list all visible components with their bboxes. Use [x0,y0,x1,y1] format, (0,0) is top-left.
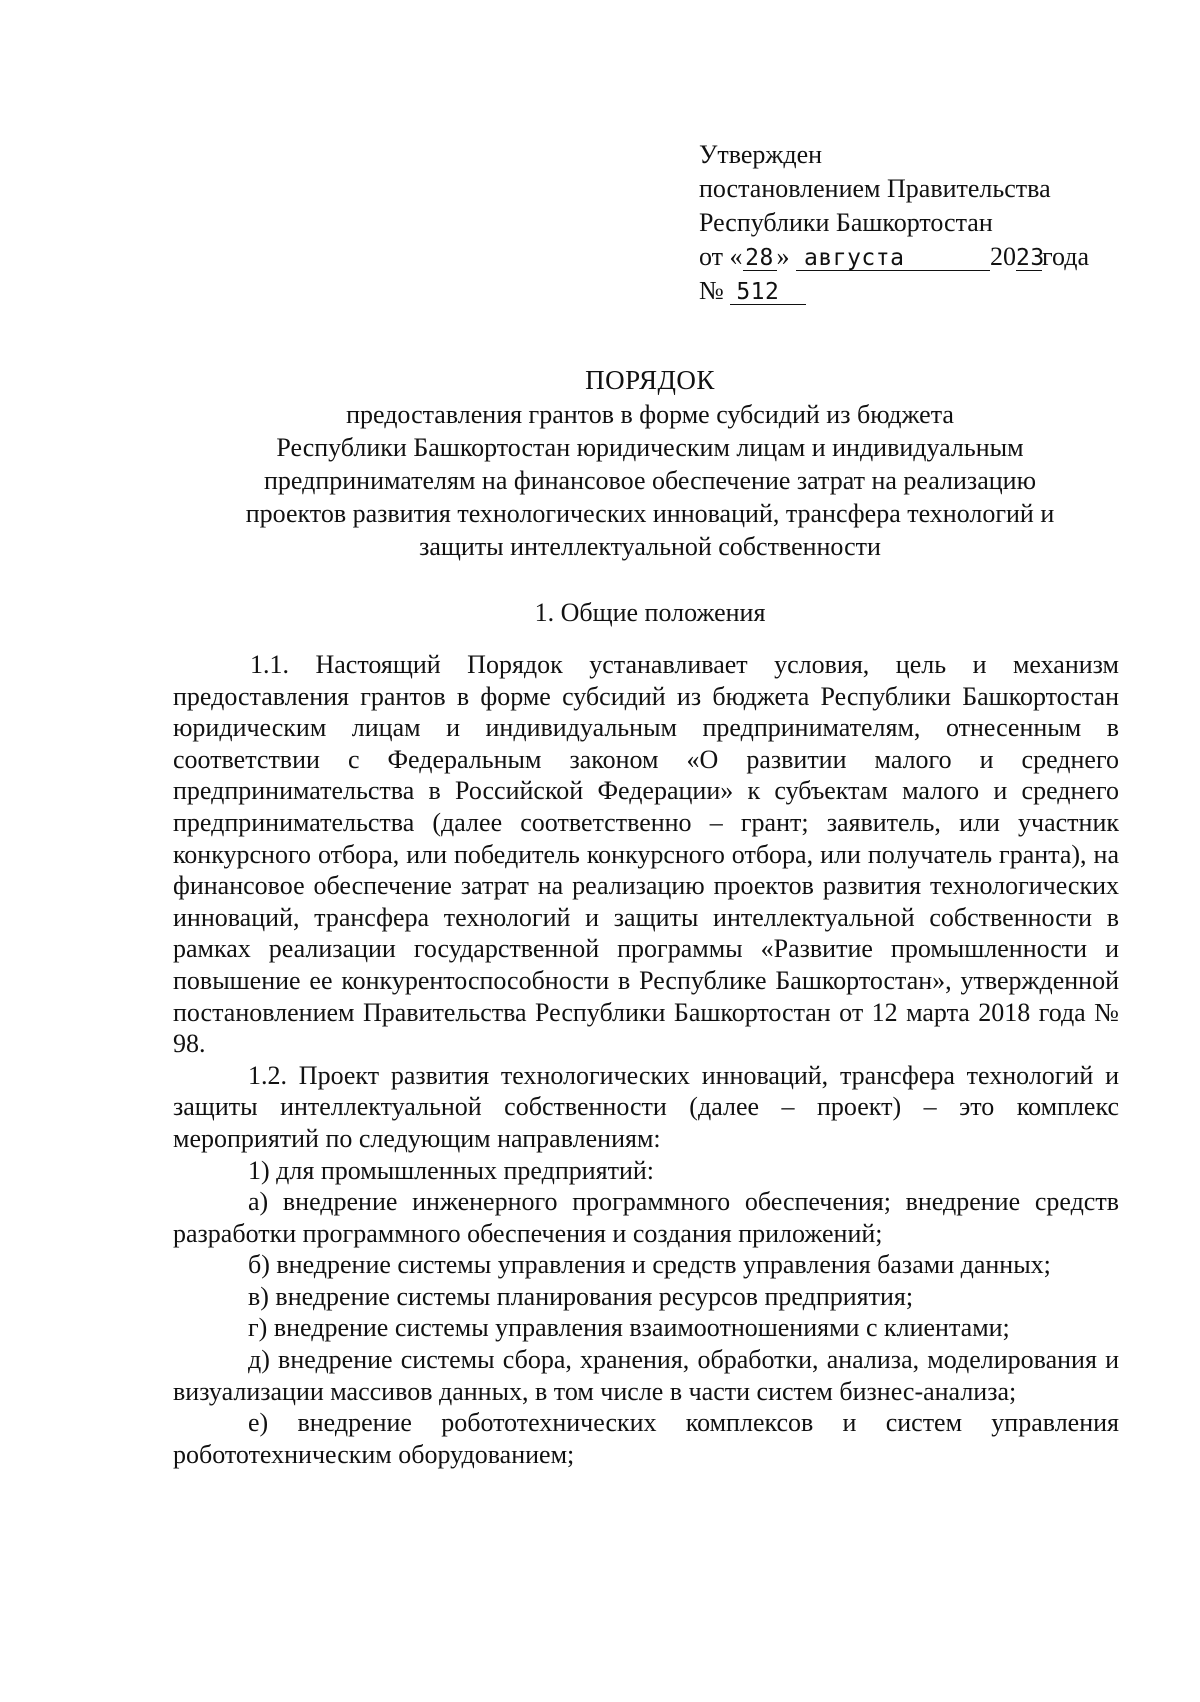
date-suffix: года [1042,242,1090,271]
title-line-4: проектов развития технологических инноваций, трансфера технологий и [245,499,1055,528]
date-day: 28 [743,246,777,271]
approval-line-3: Республики Башкортостан [699,208,993,237]
list-item-b: б) внедрение системы управления и средств управления базами данных; [248,1250,1051,1280]
list-item-g: г) внедрение системы управления взаимоотношениями с клиентами; [248,1313,1010,1343]
approval-line-1: Утвержден [699,140,823,169]
list-item-a: а) внедрение инженерного программного обеспечения; внедрение средств разработки программного обеспечения и создания приложений; [173,1187,1119,1248]
date-mid: » [776,242,790,271]
list-item-e: е) внедрение робототехнических комплексов и систем управления робототехническим оборудованием; [173,1408,1119,1469]
title-line-1: предоставления грантов в форме субсидий из бюджета [346,400,954,429]
date-year-prefix: 20 [990,242,1017,271]
paragraph-1-2: 1.2. Проект развития технологических инноваций, трансфера технологий и защиты интеллектуальной собственности (далее – проект) – это комплекс мероприятий по следующим направлениям: [173,1060,1119,1153]
date-month: августа [796,246,990,271]
list-item-d: д) внедрение системы сбора, хранения, обработки, анализа, моделирования и визуализации массивов данных, в том числе в части систем бизнес-анализа; [173,1345,1119,1406]
approval-number-line [699,274,1119,308]
number-prefix: № [699,276,724,305]
approval-block [699,138,1119,308]
date-year-suffix: 23 [1016,245,1045,271]
list-item-1: 1) для промышленных предприятий: [248,1155,655,1185]
title-line-2: Республики Башкортостан юридическим лицам и индивидуальным [276,433,1024,462]
document-body [173,649,1119,1470]
document-title [170,364,1130,563]
title-line-5: защиты интеллектуальной собственности [419,532,881,561]
title-heading: ПОРЯДОК [585,365,715,395]
document-number: 512 [730,280,806,305]
approval-date-line [699,240,1119,274]
title-line-3: предпринимателям на финансовое обеспечение затрат на реализацию [264,466,1036,495]
list-item-v: в) внедрение системы планирования ресурсов предприятия; [248,1281,914,1311]
date-prefix: от « [699,242,743,271]
approval-line-2: постановлением Правительства [699,174,1051,203]
paragraph-1-1: 1.1. Настоящий Порядок устанавливает условия, цель и механизм предоставления грантов в форме субсидий из бюджета Республики Башкортостан юридическим лицам и индивидуальным предпринимателям, отнесенным в соответствии с Федеральным законом «О развитии малого и среднего предпринимательства в Российской Федерации» к субъектам малого и среднего предпринимательства (далее соответственно – грант; заявитель, или участник конкурсного отбора, или победитель конкурсного отбора, или получатель гранта), на финансовое обеспечение затрат на реализацию проектов развития технологических инноваций, трансфера технологий и защиты интеллектуальной собственности в рамках реализации государственной программы «Развитие промышленности и повышение ее конкурентоспособности в Республике Башкортостан», утвержденной постановлением Правительства Республики Башкортостан от 12 марта 2018 года № 98. [173,650,1119,1059]
section-heading: 1. Общие положения [534,598,766,627]
